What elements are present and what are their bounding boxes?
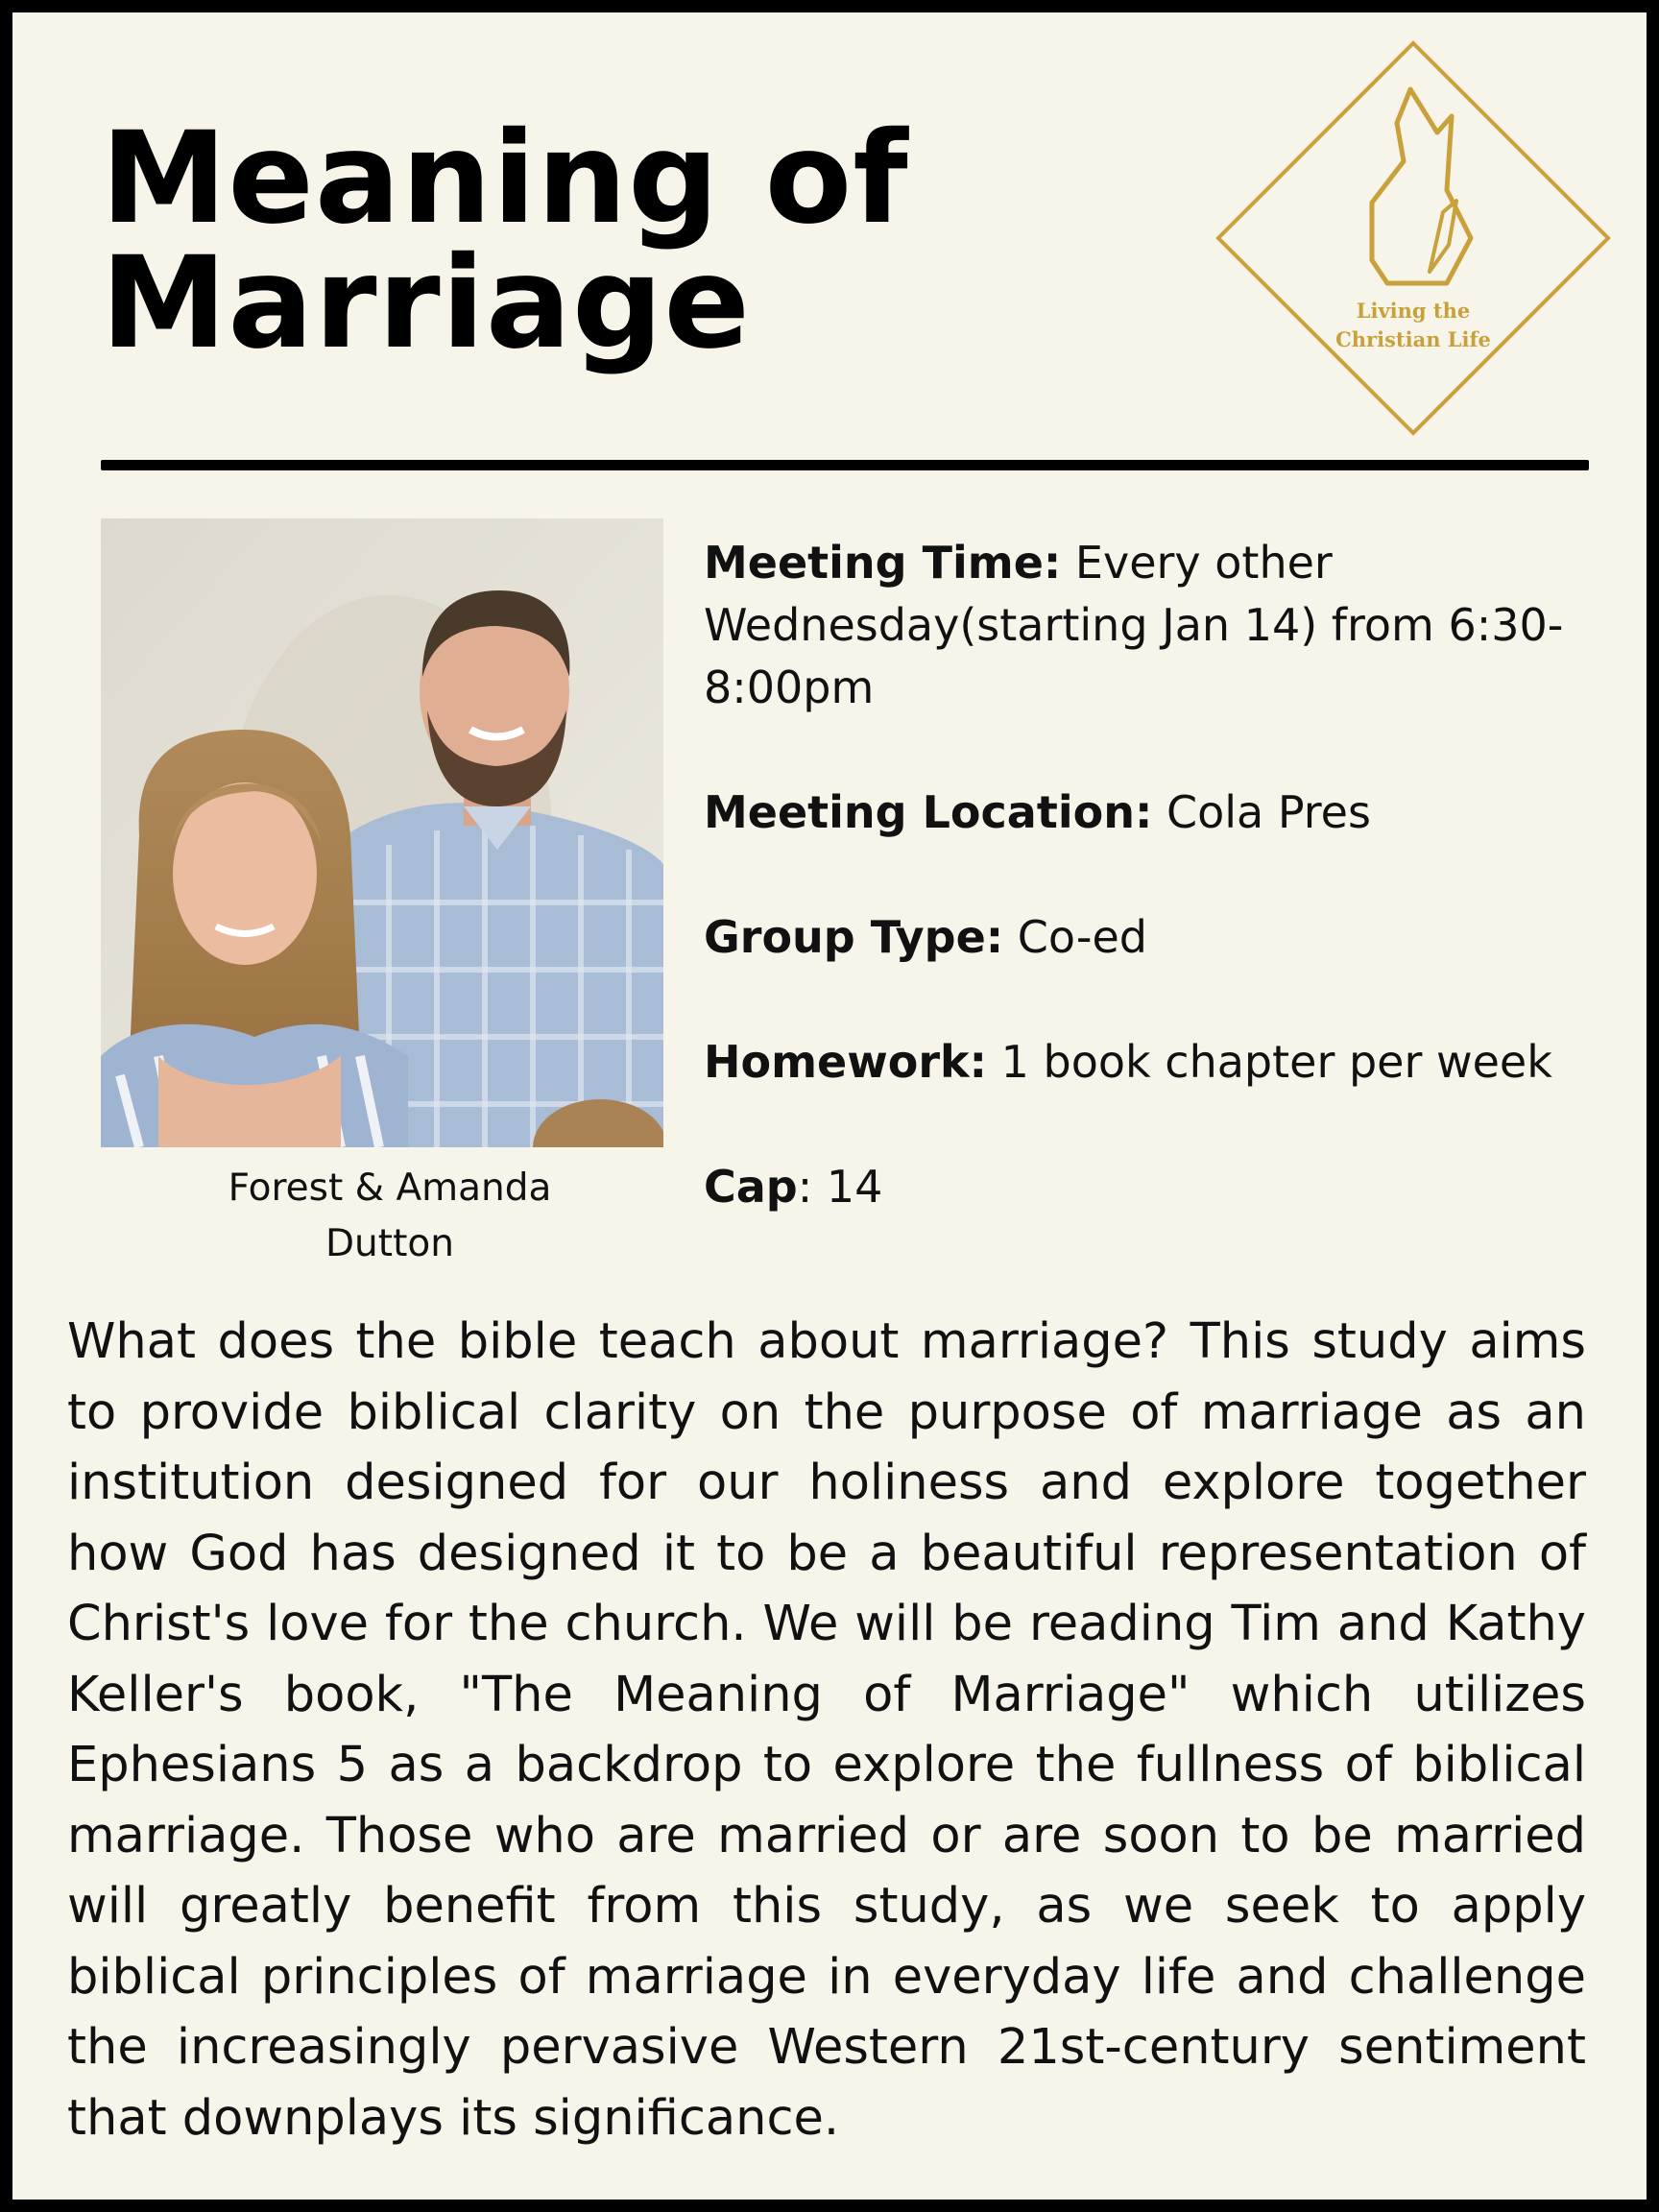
detail-homework bbox=[704, 1031, 1606, 1094]
title-line-2: Marriage bbox=[101, 229, 751, 377]
detail-label: Group Type: bbox=[704, 911, 1004, 963]
couple-photo-illustration bbox=[101, 518, 663, 1147]
detail-meeting-location bbox=[704, 781, 1606, 844]
group-details bbox=[704, 532, 1606, 1281]
photo-caption bbox=[101, 1161, 679, 1272]
detail-label: Homework: bbox=[704, 1036, 988, 1088]
detail-value: Every other Wednesday(starting Jan 14) from 6:30-8:00pm bbox=[704, 537, 1564, 713]
study-description: What does the bible teach about marriage? This study aims to provide biblical clarity on the purpose of marriage as an institution designed for our holiness and explore together how God has designed it to be a beautiful representation of Christ's love for the church. We will be reading Tim and Kathy Keller's book, "The Meaning of Marriage" which utilizes Ephesians 5 as a backdrop to explore the fullness of biblical marriage. Those who are married or are soon to be married will greatly benefit from this study, as we seek to apply biblical principles of marriage in everyday life and challenge the increasingly pervasive Western 21st-century sentiment that downplays its significance. bbox=[67, 1313, 1586, 2147]
flame-diamond-icon bbox=[1207, 32, 1620, 445]
detail-cap bbox=[704, 1156, 1606, 1218]
detail-meeting-time bbox=[704, 532, 1606, 719]
detail-label: Cap bbox=[704, 1161, 798, 1213]
caption-line-2: Dutton bbox=[325, 1222, 454, 1265]
detail-value: Co-ed bbox=[1003, 911, 1148, 963]
detail-group-type bbox=[704, 906, 1606, 969]
detail-label: Meeting Location: bbox=[704, 786, 1153, 838]
detail-label: Meeting Time: bbox=[704, 537, 1062, 589]
detail-value: 1 book chapter per week bbox=[987, 1036, 1552, 1088]
page-title bbox=[101, 105, 909, 377]
living-the-christian-life-logo bbox=[1207, 32, 1620, 445]
detail-value: : 14 bbox=[797, 1161, 883, 1213]
title-line-1: Meaning of bbox=[101, 105, 909, 252]
logo-text-line-1: Living the bbox=[1356, 299, 1471, 323]
detail-value: Cola Pres bbox=[1152, 786, 1371, 838]
leaders-photo bbox=[101, 518, 663, 1147]
title-divider bbox=[101, 460, 1589, 470]
logo-text-line-2: Christian Life bbox=[1335, 327, 1491, 351]
caption-line-1: Forest & Amanda bbox=[228, 1166, 552, 1210]
